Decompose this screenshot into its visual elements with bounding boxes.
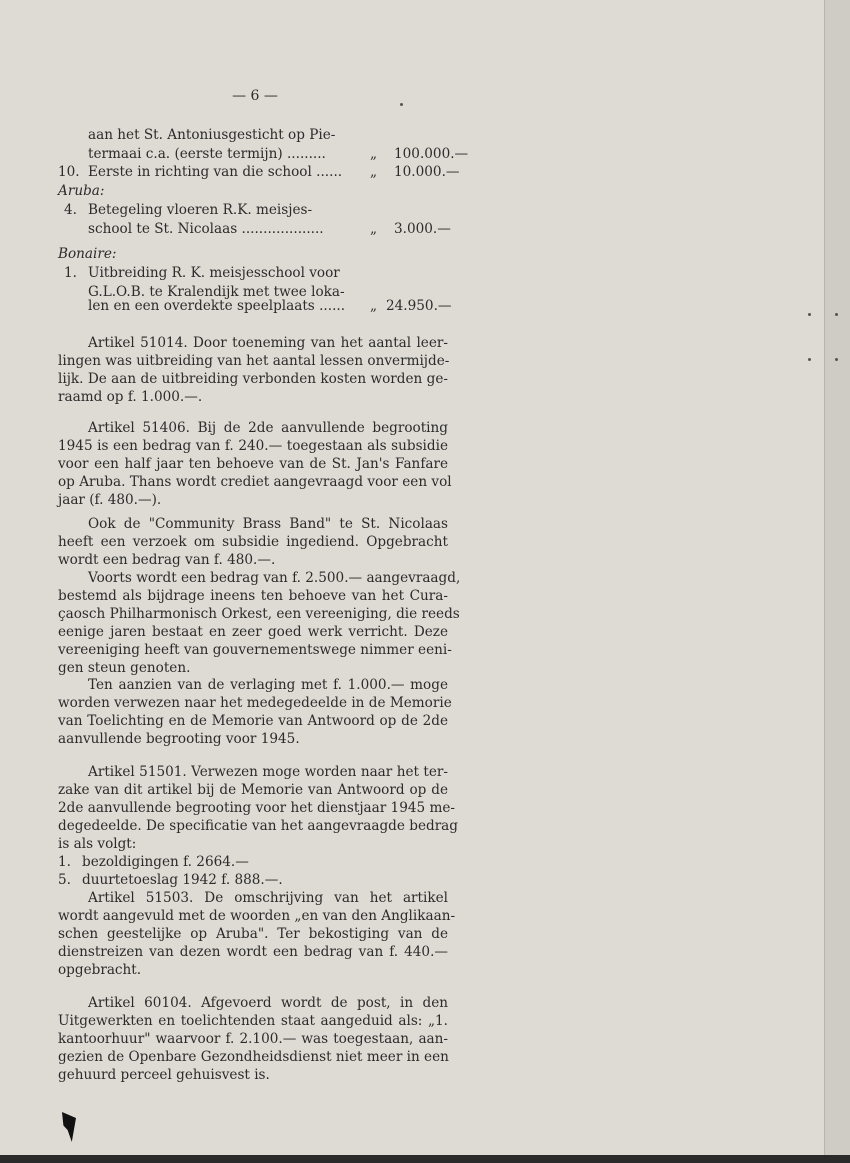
p51503-line: opgebracht. xyxy=(58,962,142,978)
p51014-line: raamd op f. 1.000.—. xyxy=(58,389,203,405)
p51503-line: schen geestelijke op Aruba". Ter bekostiging van de xyxy=(58,926,448,942)
scan-speck xyxy=(808,358,811,361)
p51501-line: 2de aanvullende begrooting voor het dienstjaar 1945 me- xyxy=(58,800,456,816)
p51406-line: Artikel 51406. Bij de 2de aanvullende begrooting xyxy=(88,420,448,436)
p-voorts-line: Voorts wordt een bedrag van f. 2.500.— aangevraagd, xyxy=(88,570,461,586)
budget-cont-amount: 100.000.— xyxy=(394,146,469,162)
p51503-line: Artikel 51503. De omschrijving van het artikel xyxy=(88,890,448,906)
aruba-item-amount: 3.000.— xyxy=(394,221,451,237)
scan-bottom-border xyxy=(0,1155,850,1163)
bonaire-item-amount: 24.950.— xyxy=(386,298,452,314)
p60104-line: Uitgewerkten en toelichtenden staat aangeduid als: „1. xyxy=(58,1013,448,1029)
p60104-line: gehuurd perceel gehuisvest is. xyxy=(58,1067,270,1083)
spec-item-1-text: bezoldigingen f. 2664.— xyxy=(82,854,249,870)
budget-cont-line1: aan het St. Antoniusgesticht op Pie- xyxy=(88,127,336,143)
page-number: — 6 — xyxy=(232,88,278,104)
item-10-amount: 10.000.— xyxy=(394,164,460,180)
bonaire-item-line3: len en een overdekte speelplaats ...... xyxy=(88,298,346,314)
p-community-line: heeft een verzoek om subsidie ingediend. Opgebracht xyxy=(58,534,448,550)
p-voorts-line: eenige jaren bestaat en zeer goed werk verricht. Deze xyxy=(58,624,448,640)
scan-speck xyxy=(835,358,838,361)
bonaire-item-line2: G.L.O.B. te Kralendijk met twee loka- xyxy=(88,284,345,300)
item-10-quote: „ xyxy=(370,164,378,180)
p-ten-line: worden verwezen naar het medegedeelde in de Memorie xyxy=(58,695,452,711)
p51501-line: degedeelde. De specificatie van het aangevraagde bedrag xyxy=(58,818,458,834)
p51014-line: lijk. De aan de uitbreiding verbonden kosten worden ge- xyxy=(58,371,448,387)
p51406-line: op Aruba. Thans wordt crediet aangevraagd voor een vol xyxy=(58,474,452,490)
p-ten-line: van Toelichting en de Memorie van Antwoord op de 2de xyxy=(58,713,448,729)
p51503-line: dienstreizen van dezen wordt een bedrag van f. 440.— xyxy=(58,944,448,960)
p-voorts-line: vereeniging heeft van gouvernementswege nimmer eeni- xyxy=(58,642,452,658)
aruba-item-line2: school te St. Nicolaas ................... xyxy=(88,221,324,237)
budget-cont-line2: termaai c.a. (eerste termijn) ......... xyxy=(88,146,326,162)
p51501-line: is als volgt: xyxy=(58,836,137,852)
p-voorts-line: bestemd als bijdrage ineens ten behoeve van het Cura- xyxy=(58,588,448,604)
spec-item-1-number: 1. xyxy=(58,854,71,870)
p-community-line: Ook de "Community Brass Band" te St. Nicolaas xyxy=(88,516,448,532)
p-ten-line: aanvullende begrooting voor 1945. xyxy=(58,731,300,747)
p-ten-line: Ten aanzien van de verlaging met f. 1.000.— moge xyxy=(88,677,448,693)
bonaire-item-line1: Uitbreiding R. K. meisjesschool voor xyxy=(88,265,340,281)
p-voorts-line: gen steun genoten. xyxy=(58,660,191,676)
aruba-item-line1: Betegeling vloeren R.K. meisjes- xyxy=(88,202,313,218)
p-voorts-line: çaosch Philharmonisch Orkest, een vereeniging, die reeds xyxy=(58,606,460,622)
p51406-line: voor een half jaar ten behoeve van de St. Jan's Fanfare xyxy=(58,456,448,472)
p51014-line: lingen was uitbreiding van het aantal lessen onvermijde- xyxy=(58,353,450,369)
scan-speck xyxy=(808,313,811,316)
spec-item-5-number: 5. xyxy=(58,872,71,888)
budget-cont-quote: „ xyxy=(370,146,378,162)
next-page-edge xyxy=(824,0,850,1163)
aruba-item-number: 4. xyxy=(64,202,77,218)
p60104-line: gezien de Openbare Gezondheidsdienst niet meer in een xyxy=(58,1049,449,1065)
heading-aruba: Aruba: xyxy=(58,183,105,199)
bonaire-item-number: 1. xyxy=(64,265,77,281)
p60104-line: kantoorhuur" waarvoor f. 2.100.— was toegestaan, aan- xyxy=(58,1031,448,1047)
bonaire-item-quote: „ xyxy=(370,298,378,314)
scan-speck xyxy=(835,313,838,316)
item-10-text: Eerste in richting van die school ...... xyxy=(88,164,343,180)
p-community-line: wordt een bedrag van f. 480.—. xyxy=(58,552,276,568)
heading-bonaire: Bonaire: xyxy=(58,246,117,262)
p51501-line: zake van dit artikel bij de Memorie van Antwoord op de xyxy=(58,782,448,798)
aruba-item-quote: „ xyxy=(370,221,378,237)
p60104-line: Artikel 60104. Afgevoerd wordt de post, in den xyxy=(88,995,448,1011)
p51406-line: jaar (f. 480.—). xyxy=(58,492,162,508)
p51014-line: Artikel 51014. Door toeneming van het aantal leer- xyxy=(88,335,448,351)
spec-item-5-text: duurtetoeslag 1942 f. 888.—. xyxy=(82,872,283,888)
p51503-line: wordt aangevuld met de woorden „en van den Anglikaan- xyxy=(58,908,456,924)
p51406-line: 1945 is een bedrag van f. 240.— toegestaan als subsidie xyxy=(58,438,448,454)
item-10-number: 10. xyxy=(58,164,80,180)
p51501-line: Artikel 51501. Verwezen moge worden naar het ter- xyxy=(88,764,448,780)
